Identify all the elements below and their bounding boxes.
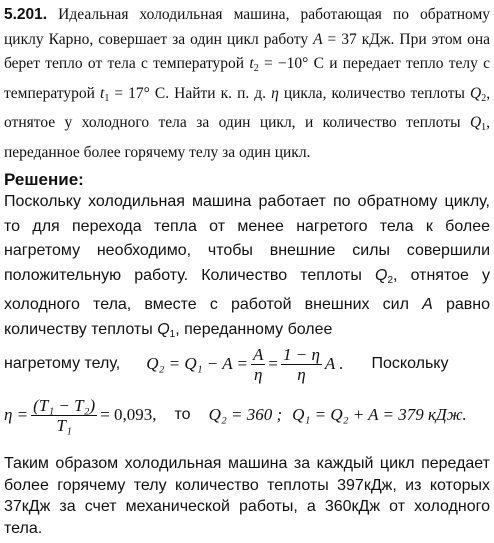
solution-part-3: равно количеству теплоты	[4, 296, 490, 338]
work-value: = 37 кДж. При этом она берет тепло от тела с температурой	[4, 30, 491, 72]
equation-line-1	[4, 340, 490, 388]
fraction-numerator: A	[253, 344, 264, 364]
fraction-one-minus-eta	[281, 345, 322, 384]
fraction-numerator: (T₁ − T₂)	[33, 395, 96, 415]
q1-variable: Q	[469, 114, 482, 131]
equation-lhs: Q₂ = Q₁ − A =	[146, 354, 249, 373]
problem-part-3: цикла, количество теплоты	[278, 84, 465, 102]
t1-value: = 17° С.	[109, 84, 170, 102]
solution-q2-variable: Q	[374, 266, 388, 284]
q2-result: Q₂ = 360 ;	[208, 405, 283, 424]
solution-title: Решение:	[4, 170, 84, 189]
problem-part-4: , отнятое у холодного тела за один цикл, и количество теплоты	[4, 84, 491, 131]
solution-q1-variable: Q	[157, 320, 170, 338]
since-word: Поскольку	[371, 355, 449, 372]
solution-work-variable: A	[422, 296, 433, 314]
then-word: то	[174, 406, 191, 423]
t2-value: = −10° С и передает тепло телу с температурой	[4, 55, 490, 102]
q2-subscript: 2	[481, 92, 487, 104]
solution-part-4: , переданному более	[175, 320, 333, 338]
equation-tail: A .	[324, 354, 344, 373]
t2-variable: t	[249, 55, 254, 72]
problem-number: 5.201.	[4, 6, 48, 23]
fraction-numerator: 1 − η	[283, 344, 320, 364]
solution-part-2: , отнятое у холодного тела, вместе с работой внешних сил	[4, 266, 491, 314]
solution-q2-subscript: 2	[387, 274, 393, 286]
fraction-denominator: η	[253, 364, 263, 384]
eta-value: = 0,093,	[100, 405, 157, 424]
eta-variable: η	[271, 84, 279, 102]
q1-result: Q₁ = Q₂ + A = 379 кДж.	[292, 405, 467, 424]
q1-subscript: 1	[481, 122, 487, 133]
conclusion-text: Таким образом холодильная машина за каждый цикл передает более горячему телу количество теплоты 397кДж, из которых 37кДж за счет механической работы, а 360кДж от холодного тела.	[4, 455, 490, 537]
fraction-temperature	[31, 396, 97, 435]
fraction-denominator: T₁	[56, 415, 72, 435]
work-variable: A	[313, 30, 323, 48]
equation-line-2	[4, 390, 490, 440]
equals-sign: =	[268, 354, 278, 373]
problem-text	[4, 3, 490, 165]
fraction-a-over-eta	[251, 345, 265, 384]
solution-q1-subscript: 1	[169, 328, 176, 340]
fraction-denominator: η	[297, 364, 306, 384]
solution-part-1: Поскольку холодильная машина работает по обратному циклу, то для перехода тепла от менее нагретого тела к более нагретому необходимо, чтобы внешние силы совершили положительную работу. Количество теплоты	[4, 193, 490, 284]
equation-lead-text: нагретому телу,	[4, 355, 121, 372]
q2-variable: Q	[469, 84, 482, 102]
solution-text	[4, 190, 490, 348]
problem-part-2: Найти к. п. д.	[174, 84, 267, 102]
equation-heat-balance	[146, 345, 343, 384]
problem-part-1: Идеальная холодильная машина, работающая по обратному циклу Карно, совершает за один цикл работу	[4, 6, 491, 48]
eta-lhs: η =	[4, 405, 29, 424]
problem-part-5: , переданное более горячему телу за один цикл.	[4, 114, 491, 161]
equation-efficiency	[4, 396, 157, 435]
t1-subscript: 1	[104, 92, 110, 104]
t2-subscript: 2	[253, 63, 259, 74]
t1-variable: t	[100, 84, 105, 102]
